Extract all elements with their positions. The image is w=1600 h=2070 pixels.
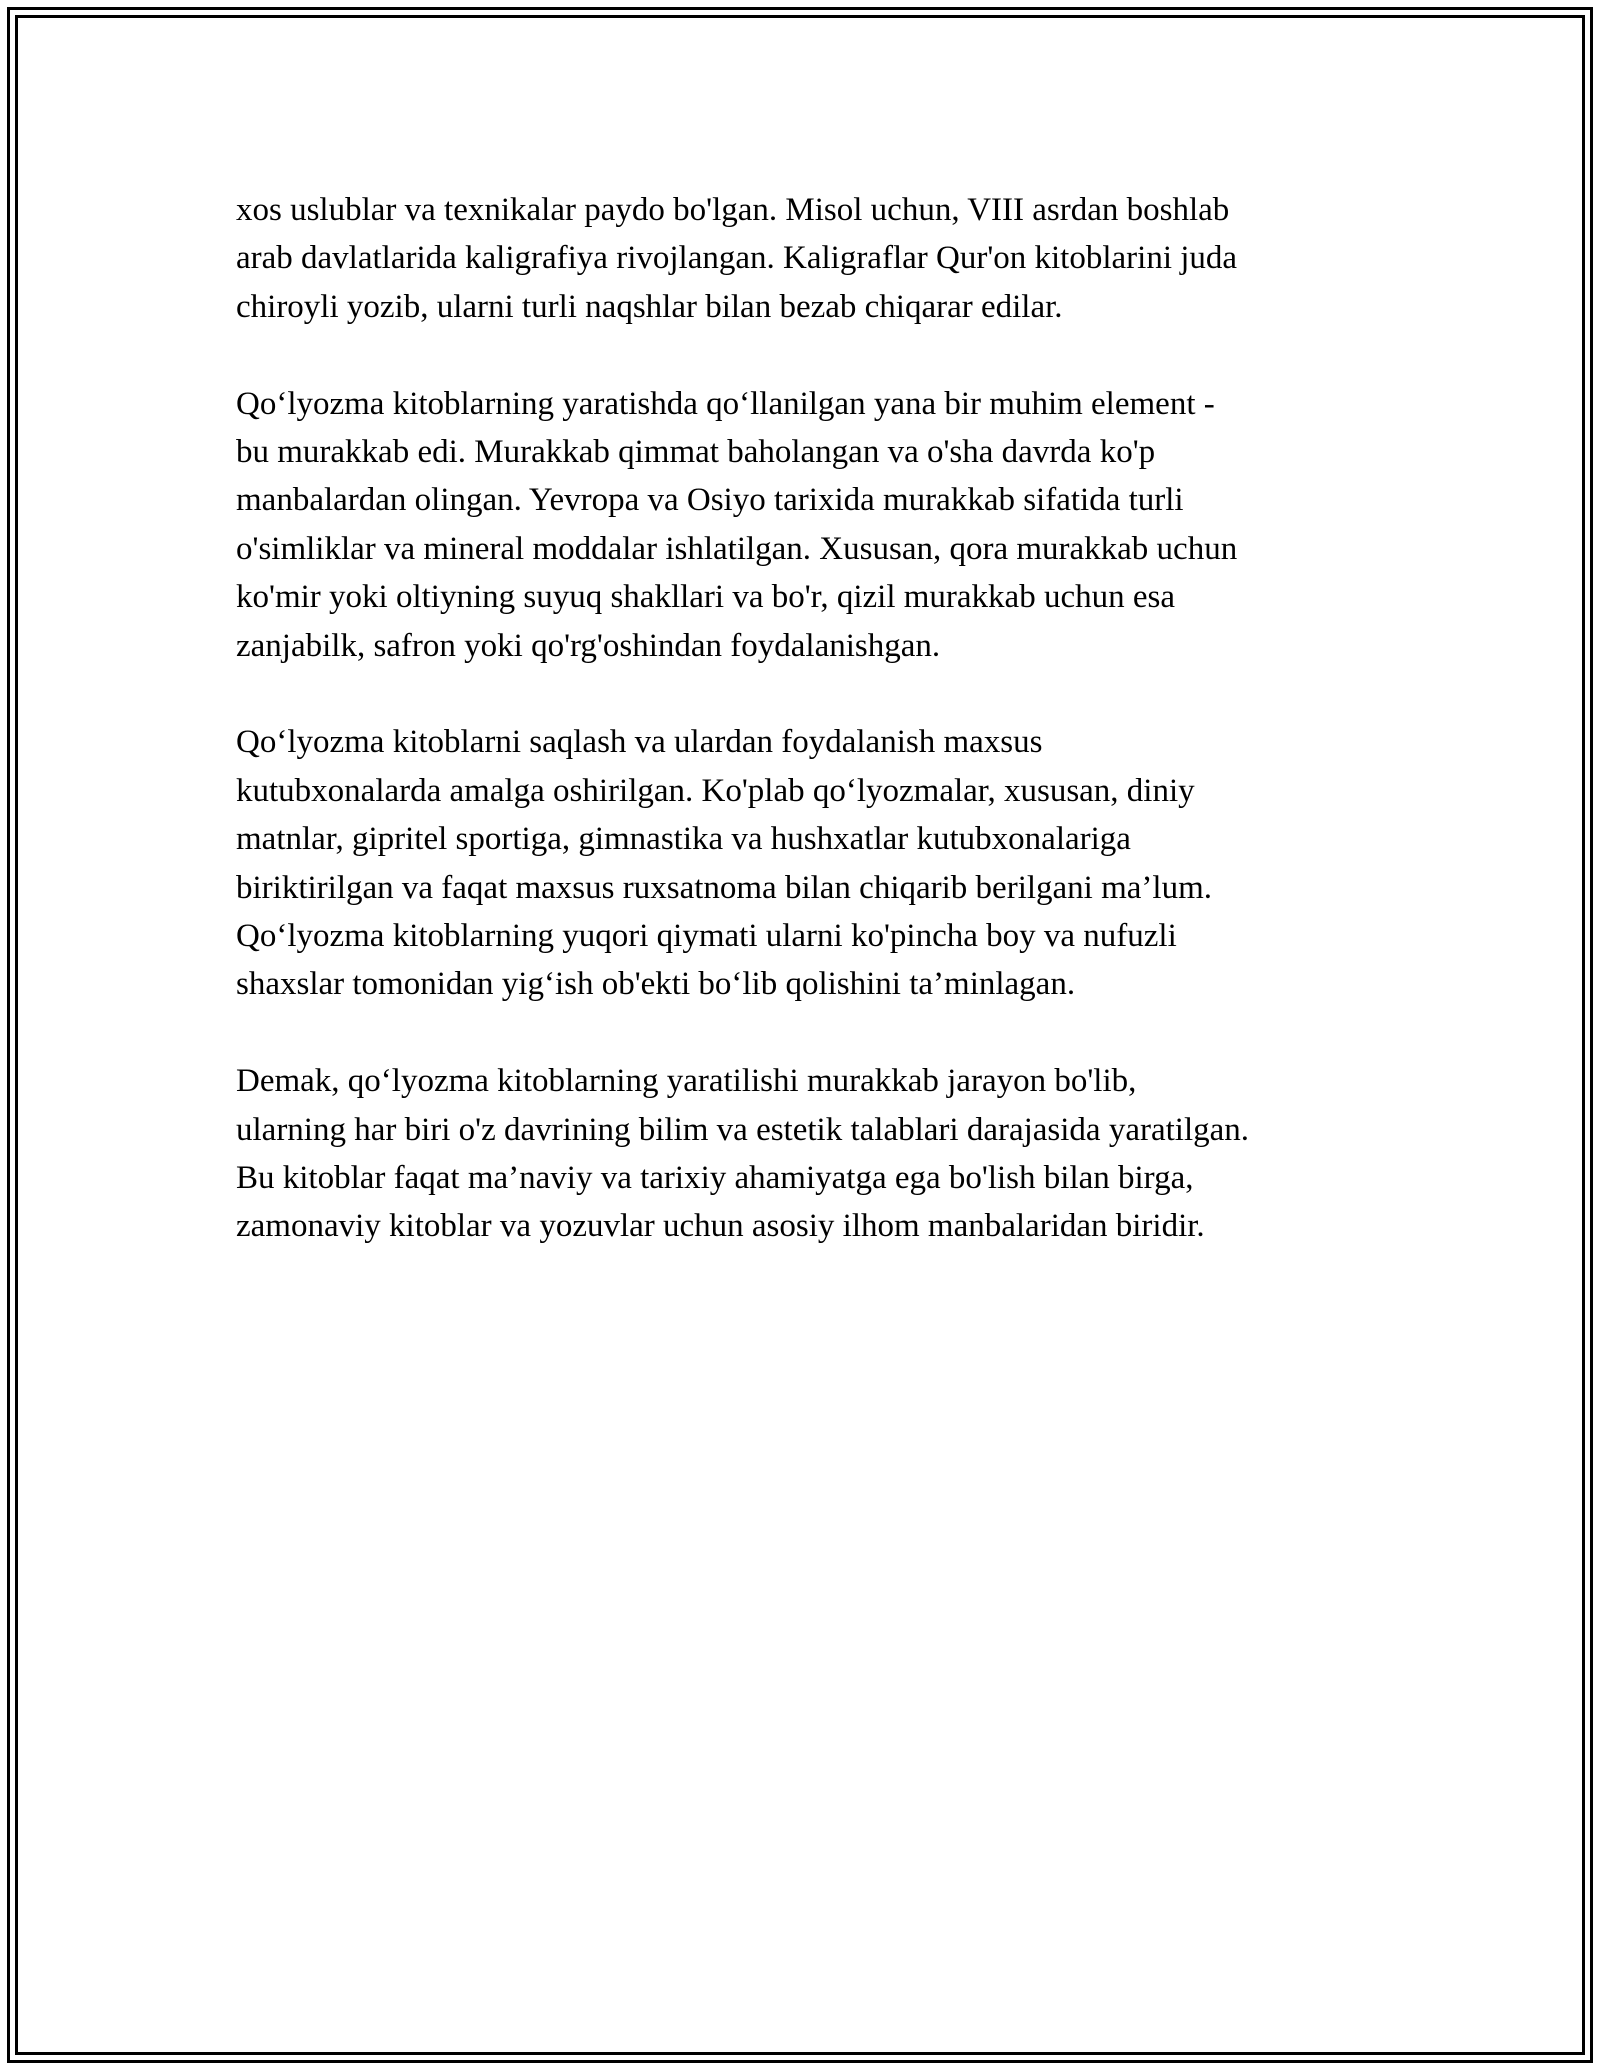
text-line: Demak, qo‘lyozma kitoblarning yaratilishi murakkab jarayon bo'lib, bbox=[236, 1063, 1137, 1100]
text-line: Qo‘lyozma kitoblarning yuqori qiymati ularni ko'pincha boy va nufuzli bbox=[236, 918, 1177, 955]
text-line: chiroyli yozib, ularni turli naqshlar bilan bezab chiqarar edilar. bbox=[236, 288, 1063, 325]
text-line: ko'mir yoki oltiyning suyuq shakllari va bo'r, qizil murakkab uchun esa bbox=[236, 579, 1175, 616]
text-line: Qo‘lyozma kitoblarni saqlash va ulardan foydalanish maxsus bbox=[236, 724, 1043, 761]
text-line: biriktirilgan va faqat maxsus ruxsatnoma bilan chiqarib berilgani ma’lum. bbox=[236, 869, 1212, 906]
text-line: matnlar, gipritel sportiga, gimnastika va hushxatlar kutubxonalariga bbox=[236, 821, 1131, 858]
text-line: bu murakkab edi. Murakkab qimmat baholangan va o'sha davrda ko'p bbox=[236, 434, 1156, 471]
text-line: xos uslublar va texnikalar paydo bo'lgan. Misol uchun, VIII asrdan boshlab bbox=[236, 192, 1230, 228]
text-line: manbalardan olingan. Yevropa va Osiyo tarixida murakkab sifatida turli bbox=[236, 482, 1184, 519]
text-line: zanjabilk, safron yoki qo'rg'oshindan foydalanishgan. bbox=[236, 627, 941, 664]
text-line: kutubxonalarda amalga oshirilgan. Ko'plab qo‘lyozmalar, xususan, diniy bbox=[236, 772, 1195, 809]
text-line: Qo‘lyozma kitoblarning yaratishda qo‘llanilgan yana bir muhim element - bbox=[236, 385, 1215, 422]
text-line: shaxslar tomonidan yig‘ish ob'ekti bo‘lib qolishini ta’minlagan. bbox=[236, 966, 1076, 1003]
paragraph-1 bbox=[236, 186, 1376, 331]
paragraph-3 bbox=[236, 718, 1376, 1008]
text-line: o'simliklar va mineral moddalar ishlatilgan. Xususan, qora murakkab uchun bbox=[236, 530, 1238, 567]
paragraph-2 bbox=[236, 380, 1376, 670]
text-line: zamonaviy kitoblar va yozuvlar uchun asosiy ilhom manbalaridan biridir. bbox=[236, 1208, 1205, 1245]
paragraph-4 bbox=[236, 1057, 1376, 1251]
text-line: Bu kitoblar faqat ma’naviy va tarixiy ahamiyatga ega bo'lish bilan birga, bbox=[236, 1160, 1194, 1197]
document-body bbox=[236, 186, 1376, 1299]
text-line: ularning har biri o'z davrining bilim va estetik talablari darajasida yaratilgan. bbox=[236, 1111, 1250, 1148]
text-line: arab davlatlarida kaligrafiya rivojlangan. Kaligraflar Qur'on kitoblarini juda bbox=[236, 240, 1238, 277]
